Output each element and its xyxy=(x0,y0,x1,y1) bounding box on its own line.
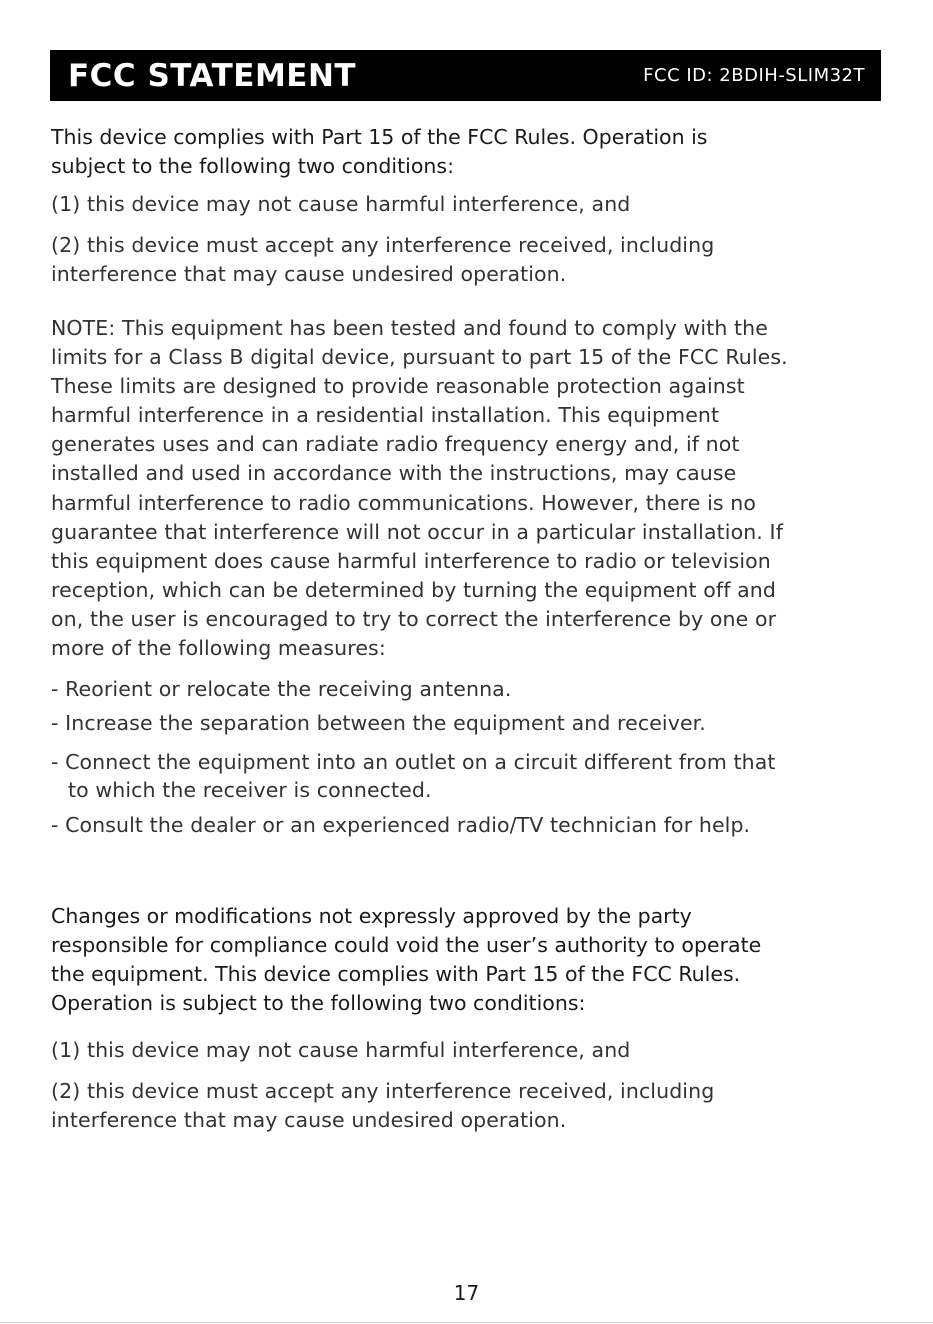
note-line: guarantee that interference will not occur in a particular installation. If xyxy=(51,519,784,544)
note-line: limits for a Class B digital device, pursuant to part 15 of the FCC Rules. xyxy=(51,345,788,370)
changes-line: Operation is subject to the following two conditions: xyxy=(51,991,586,1015)
page-number: 17 xyxy=(453,1281,480,1305)
intro-line: This device complies with Part 15 of the FCC Rules. Operation is xyxy=(51,125,708,149)
changes-paragraph xyxy=(51,902,761,1018)
note-line: this equipment does cause harmful interference to radio or television xyxy=(51,548,771,573)
condition-2-line: (2) this device must accept any interference received, including xyxy=(51,233,715,257)
measure-item: - Reorient or relocate the receiving antenna. xyxy=(51,677,512,701)
changes-line: responsible for compliance could void the user’s authority to operate xyxy=(51,933,762,957)
header-bar xyxy=(50,50,881,101)
measure-line: to which the receiver is connected. xyxy=(68,778,432,802)
note-line: installed and used in accordance with the instructions, may cause xyxy=(51,461,737,486)
note-line: NOTE: This equipment has been tested and found to comply with the xyxy=(51,316,768,340)
fcc-id-label: FCC ID: 2BDIH-SLIM32T xyxy=(643,65,865,86)
note-line: reception, which can be determined by turning the equipment off and xyxy=(51,577,776,602)
changes-line: the equipment. This device complies with Part 15 of the FCC Rules. xyxy=(51,962,741,986)
page-title: FCC STATEMENT xyxy=(68,57,357,94)
measure-item xyxy=(51,748,776,804)
measure-item: - Increase the separation between the equipment and receiver. xyxy=(51,711,706,735)
condition-2 xyxy=(51,231,714,289)
condition-2-line: (2) this device must accept any interference received, including xyxy=(51,1079,715,1103)
measure-line: - Connect the equipment into an outlet on a circuit different from that xyxy=(51,750,776,774)
note-line: harmful interference in a residential installation. This equipment xyxy=(51,403,720,428)
note-line: more of the following measures: xyxy=(51,636,386,661)
condition-2-line: interference that may cause undesired operation. xyxy=(51,262,567,286)
intro-paragraph xyxy=(51,123,707,181)
condition-2 xyxy=(51,1077,714,1135)
condition-2-line: interference that may cause undesired operation. xyxy=(51,1108,567,1132)
note-line: generates uses and can radiate radio frequency energy and, if not xyxy=(51,432,740,457)
measure-item: - Consult the dealer or an experienced radio/TV technician for help. xyxy=(51,813,751,837)
intro-line: subject to the following two conditions: xyxy=(51,154,454,178)
note-paragraph xyxy=(51,314,788,663)
condition-1: (1) this device may not cause harmful interference, and xyxy=(51,1038,631,1062)
condition-1: (1) this device may not cause harmful interference, and xyxy=(51,192,631,216)
changes-line: Changes or modifications not expressly approved by the party xyxy=(51,904,692,928)
note-line: These limits are designed to provide reasonable protection against xyxy=(51,374,745,399)
note-line: on, the user is encouraged to try to correct the interference by one or xyxy=(51,606,777,631)
note-line: harmful interference to radio communications. However, there is no xyxy=(51,490,757,515)
bottom-divider xyxy=(0,1322,933,1323)
